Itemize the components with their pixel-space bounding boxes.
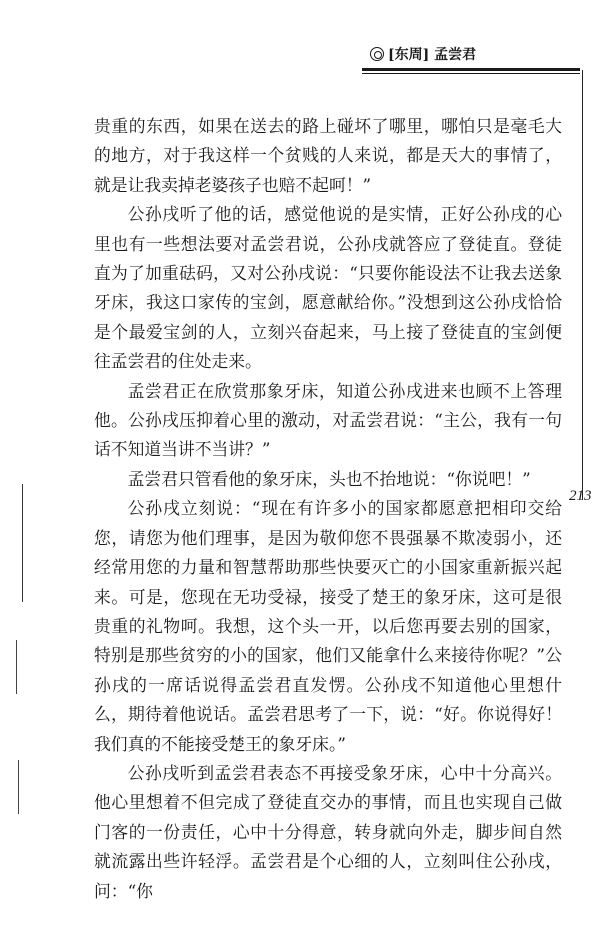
page-number: 213 [569,488,592,504]
paragraph: 公孙戌听到孟尝君表态不再接受象牙床，心中十分高兴。他心里想着不但完成了登徒直交办的事情，而且也实现自己做门客的一份责任，心中十分得意，转身就向外走，脚步间自然就流露出些许轻浮。孟尝君是个心细的人，立刻叫住公孙戌，问：“你 [94,762,562,901]
body-text [94,112,562,906]
running-header-title: [东周] 孟尝君 [388,47,477,63]
paragraph: 孟尝君正在欣赏那象牙床，知道公孙戌进来也顾不上答理他。公孙戌压抑着心里的激动，对孟尝君说：“主公，我有一句话不知道当讲不当讲？” [94,380,562,460]
paragraph: 公孙戌听了他的话，感觉他说的是实情，正好公孙戌的心里也有一些想法要对孟尝君说，公孙戌就答应了登徒直。登徒直为了加重砝码，又对公孙戌说：“只要你能设法不让我去送象牙床，我这口家传的宝剑，愿意献给你。”没想到这公孙戌恰恰是个最爱宝剑的人，立刻兴奋起来，马上接了登徒直的宝剑便往孟尝君的住处走来。 [94,204,562,372]
header-rule-thick [362,68,580,71]
paragraph: 公孙戌立刻说：“现在有许多小的国家都愿意把相印交给您，请您为他们理事，是因为敬仰您不畏强暴不欺凌弱小，还经常用您的力量和智慧帮助那些快要灭亡的小国家重新振兴起来。可是，您现在无功受禄，接受了楚王的象牙床，这可是很贵重的礼物呵。我想，这个头一开，以后您再要去别的国家，特别是那些贫穷的小的国家，他们又能拿什么来接待你呢？”公孙戌的一席话说得孟尝君直发愣。公孙戌不知道他心里想什么，期待着他说话。孟尝君思考了一下，说：“好。你说得好！我们真的不能接受楚王的象牙床。” [94,498,562,754]
left-margin-mark-3 [18,760,19,814]
header-rule-thin [362,73,580,74]
left-margin-mark-1 [22,484,23,602]
paragraph: 孟尝君只管看他的象牙床，头也不抬地说：“你说吧！” [127,468,531,489]
left-margin-mark-2 [16,640,17,694]
circle-bullet-icon [370,47,384,61]
running-header [370,44,580,66]
paragraph: 贵重的东西，如果在送去的路上碰坏了哪里，哪怕只是毫毛大的地方，对于我这样一个贫贱的人来说，都是天大的事情了，就是让我卖掉老婆孩子也赔不起呵！” [94,116,562,195]
right-margin-rule [582,70,583,500]
